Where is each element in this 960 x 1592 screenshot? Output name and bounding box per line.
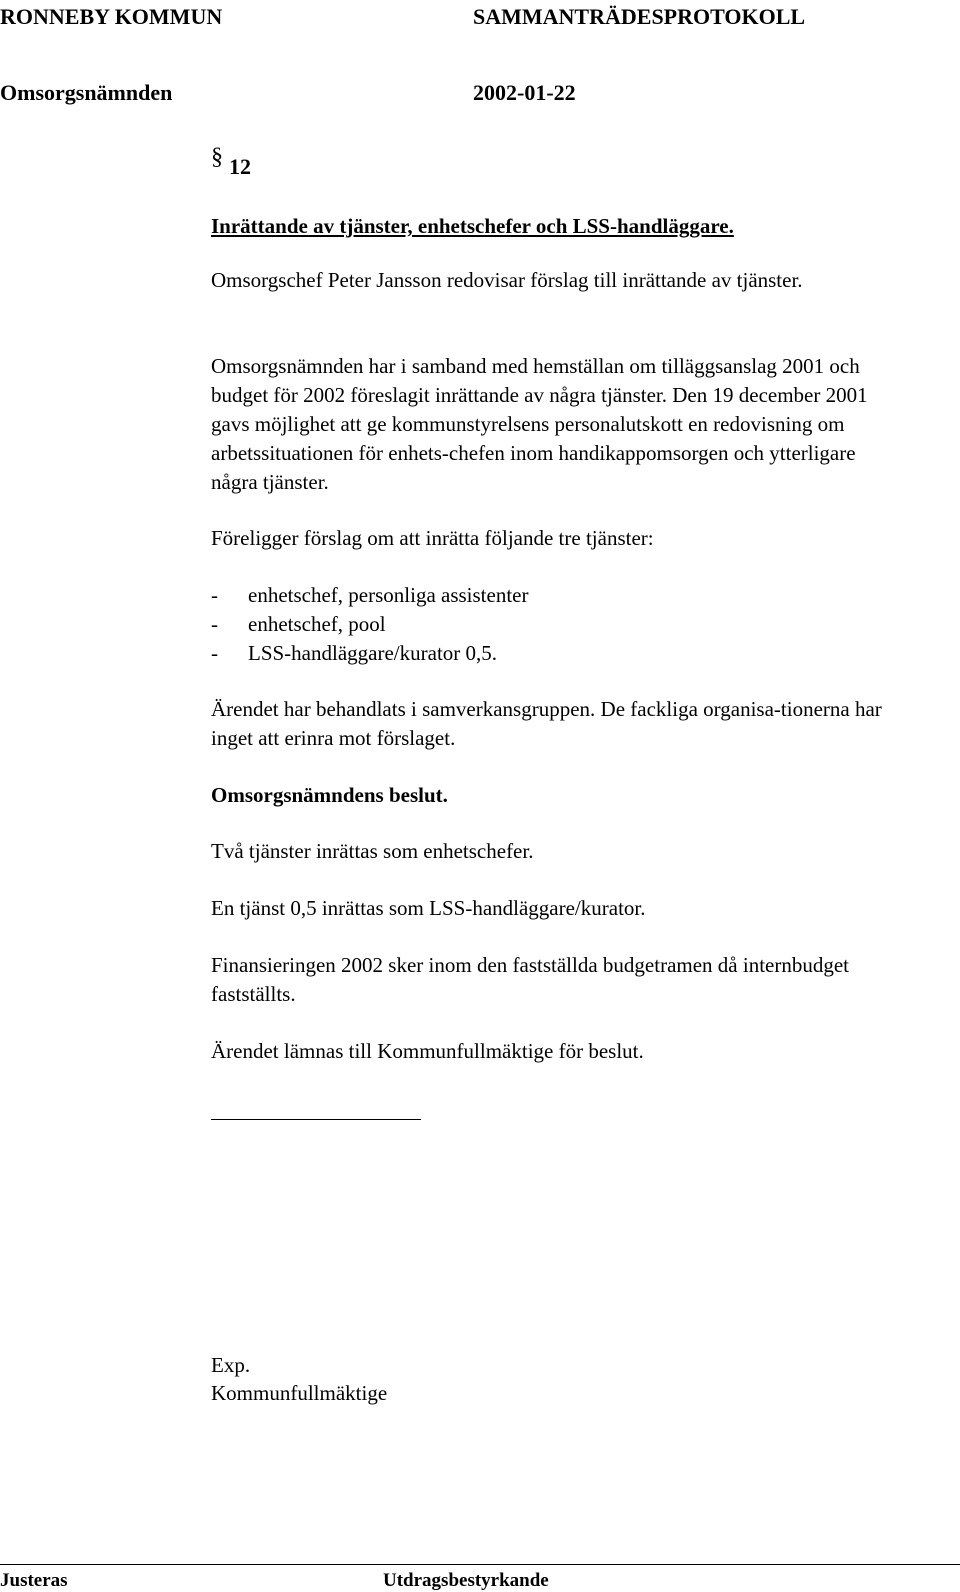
decision-point: Ärendet lämnas till Kommunfullmäktige för beslut.	[211, 1039, 644, 1063]
decision-heading: Omsorgsnämndens beslut.	[211, 783, 448, 807]
background-text: Omsorgsnämnden har i samband med hemställan om tilläggsanslag 2001 och budget för 2002 föreslagit inrättande av några tjänster. Den 19 december 2001 gavs möjlighet att ge kommunstyrelsens personalutskott en redovisning om arbetssituationen för enhets-chefen inom handikappomsorgen och ytterligare några tjänster.	[211, 354, 868, 494]
background-paragraph	[211, 352, 899, 497]
dash-bullet: -	[211, 641, 218, 665]
dash-bullet: -	[211, 583, 218, 607]
separator-rule	[211, 1119, 421, 1120]
proposal-list	[211, 581, 901, 668]
section-sign-icon: §	[211, 144, 223, 170]
footer-rule	[0, 1564, 960, 1565]
intro-text: Omsorgschef Peter Jansson redovisar förslag till inrättande av tjänster.	[211, 268, 803, 292]
dash-bullet: -	[211, 612, 218, 636]
municipality-name: RONNEBY KOMMUN	[0, 4, 223, 29]
intro-paragraph	[211, 266, 851, 295]
decision-point: Finansieringen 2002 sker inom den fastställda budgetramen då internbudget fastställts.	[211, 953, 850, 1006]
consultation-text: Ärendet har behandlats i samverkansgruppen. De fackliga organisa-tionerna har inget att erinra mot förslaget.	[211, 697, 882, 750]
proposal-paragraph	[211, 524, 901, 553]
meeting-date: 2002-01-22	[473, 80, 576, 105]
decision-point: En tjänst 0,5 inrättas som LSS-handläggare/kurator.	[211, 896, 646, 920]
section-number-value: 12	[229, 154, 251, 179]
section-title: Inrättande av tjänster, enhetschefer och LSS-handläggare.	[211, 214, 734, 238]
proposal-text: Föreligger förslag om att inrätta följande tre tjänster:	[211, 526, 654, 550]
document-type: SAMMANTRÄDESPROTOKOLL	[473, 4, 806, 29]
committee-name: Omsorgsnämnden	[0, 80, 173, 105]
distribution-recipient: Kommunfullmäktige	[211, 1381, 388, 1405]
list-item	[211, 639, 901, 668]
consultation-paragraph	[211, 695, 901, 753]
list-item	[211, 610, 901, 639]
footer-utdragsbestyrkande: Utdragsbestyrkande	[383, 1570, 549, 1591]
list-item-text: enhetschef, personliga assistenter	[248, 583, 529, 607]
decision-point: Två tjänster inrättas som enhetschefer.	[211, 839, 534, 863]
list-item	[211, 581, 901, 610]
distribution-label: Exp.	[211, 1353, 251, 1377]
section-number	[211, 144, 251, 181]
footer-justeras: Justeras	[0, 1570, 68, 1591]
list-item-text: enhetschef, pool	[248, 612, 386, 636]
list-item-text: LSS-handläggare/kurator 0,5.	[248, 641, 498, 665]
